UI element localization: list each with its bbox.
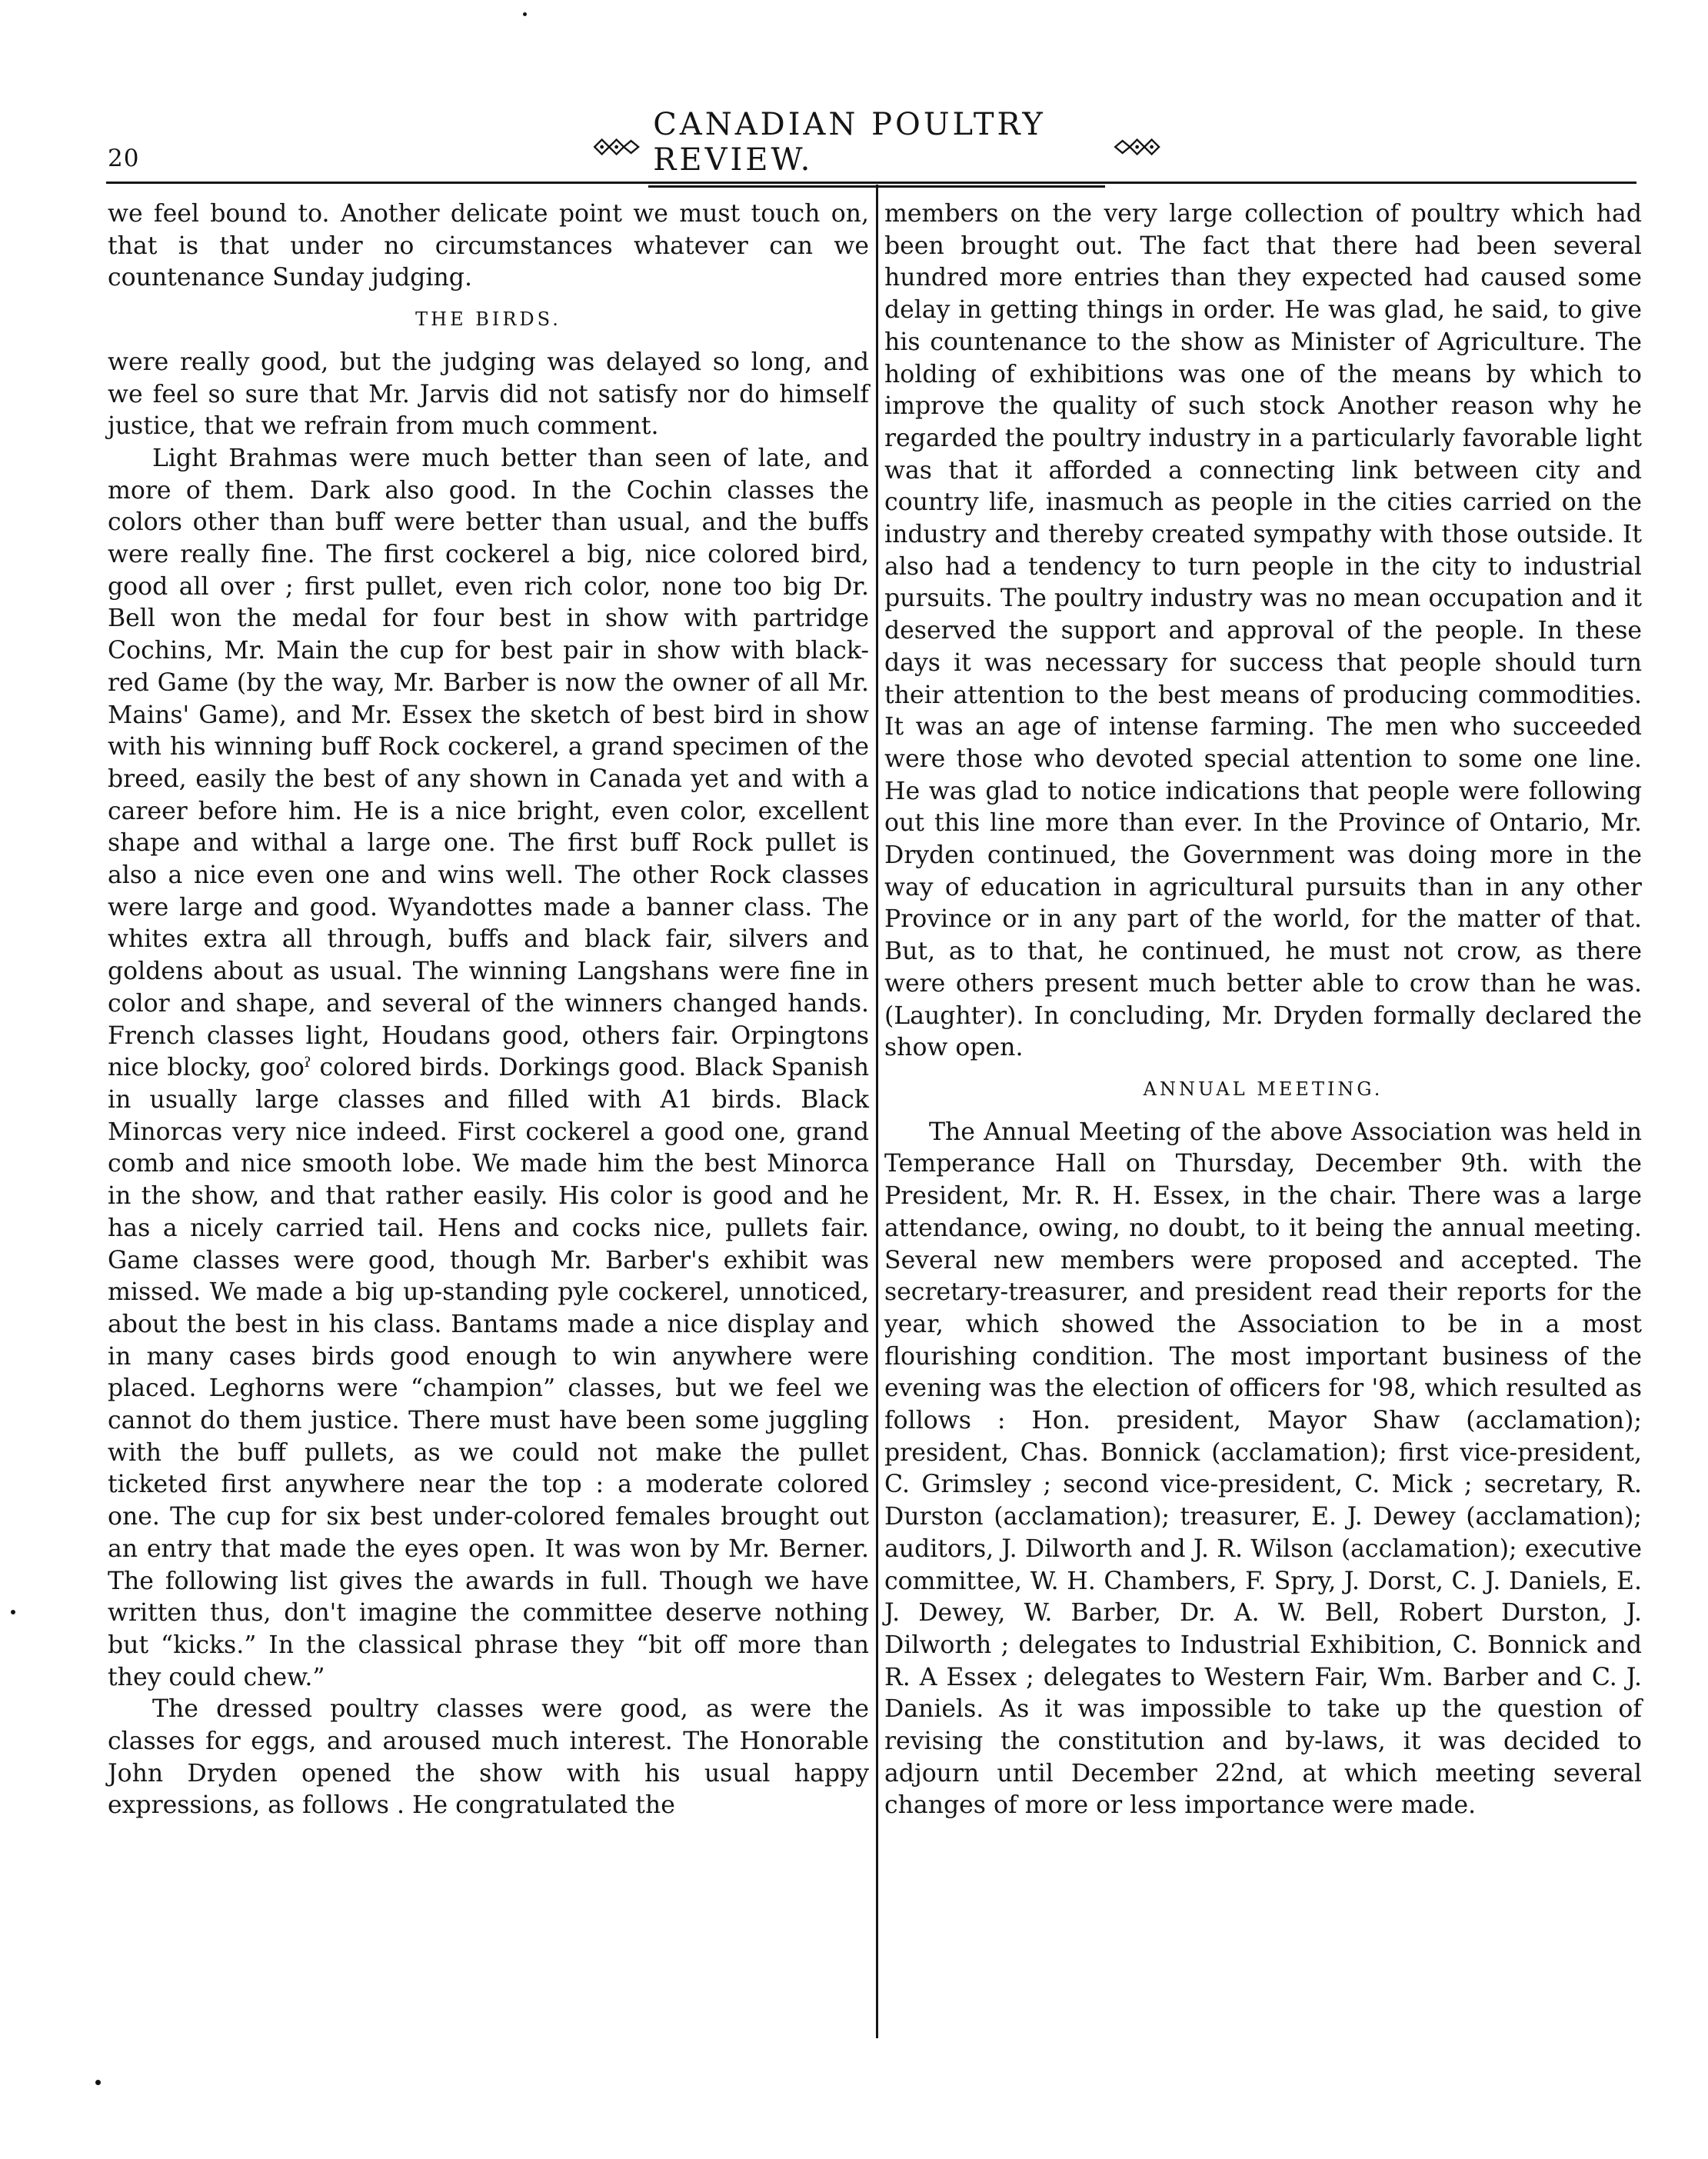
paragraph: we feel bound to. Another delicate point we must touch on, that is that under no circumstances whatever can we countenance Sunday judging.: [108, 200, 869, 292]
paragraph: The dressed poultry classes were good, as were the classes for eggs, and aroused much interest. The Honorable John Dryden opened the show with his usual happy expressions, as follows . He congratulated the: [108, 1695, 869, 1820]
left-column: [108, 198, 869, 1822]
right-column: [884, 198, 1642, 1822]
paragraph: were really good, but the judging was delayed so long, and we feel so sure that Mr. Jarvis did not satisfy nor do himself justice, that we refrain from much comment.: [108, 348, 869, 441]
left-ornament-icon: [592, 132, 641, 162]
paragraph: Light Brahmas were much better than seen of late, and more of them. Dark also good. In the Cochin classes the colors other than buff were better than usual, and the buffs were really fine. The first cockerel a big, nice colored bird, good all over ; first pullet, even rich color, none too big Dr. Bell won the medal for four best in show with partridge Cochins, Mr. Main the cup for best pair in show with black-red Game (by the way, Mr. Barber is now the owner of all Mr. Mains' Game), and Mr. Essex the sketch of best bird in show with his winning buff Rock cockerel, a grand specimen of the breed, easily the best of any shown in Canada yet and with a career before him. He is a nice bright, even color, excellent shape and withal a large one. The first buff Rock pullet is also a nice even one and wins well. The other Rock classes were large and good. Wyandottes made a banner class. The whites extra all through, buffs and black fair, silvers and goldens about as usual. The winning Langshans were fine in color and shape, and several of the winners changed hands. French classes light, Houdans good, others fair. Orpingtons nice blocky, gooˀ colored birds. Dorkings good. Black Spanish in usually large classes and filled with A1 birds. Black Minorcas very nice indeed. First cockerel a good one, grand comb and nice smooth lobe. We made him the best Minorca in the show, and that rather easily. His color is good and he has a nicely carried tail. Hens and cocks nice, pullets fair. Game classes were good, though Mr. Barber's exhibit was missed. We made a big up-standing pyle cockerel, unnoticed, about the best in his class. Bantams made a nice display and in many cases birds good enough to win anywhere were placed. Leghorns were “champion” classes, but we feel we cannot do them justice. There must have been some juggling with the buff pullets, as we could not make the pullet ticketed first anywhere near the top : a moderate colored one. The cup for six best under-colored females brought out an entry that made the eyes open. It was won by Mr. Berner. The following list gives the awards in full. Though we have written thus, don't imagine the committee deserve nothing but “kicks.” In the classical phrase they “bit off more than they could chew.”: [108, 444, 869, 1691]
print-speck: [523, 12, 527, 16]
section-heading-birds: THE BIRDS.: [415, 308, 561, 331]
print-speck: [95, 2080, 101, 2085]
section-heading-annual-meeting: ANNUAL MEETING.: [1143, 1078, 1383, 1100]
paragraph: members on the very large collection of poultry which had been brought out. The fact that there had been several hundred more entries than they expected had caused some delay in getting things in order. He was glad, he said, to give his countenance to the show as Minister of Agriculture. The holding of exhibitions was one of the means by which to improve the quality of such stock Another reason why he regarded the poultry industry in a particularly favorable light was that it afforded a connecting link between city and country life, inasmuch as people in the cities carried on the industry and thereby created sympathy with those outside. It also had a tendency to turn people in the city to industrial pursuits. The poultry industry was no mean occupation and it deserved the support and approval of the people. In these days it was necessary for success that people should turn their attention to the best means of producing commodities. It was an age of intense farming. The men who succeeded were those who devoted special attention to some one line. He was glad to notice indications that people were following out this line more than ever. In the Province of Ontario, Mr. Dryden continued, the Government was doing more in the way of education in agricultural pursuits than in any other Province or in any part of the world, for the matter of that. But, as to that, he continued, he must not crow, as there were others present much better able to crow than he was. (Laughter). In concluding, Mr. Dryden formally declared the show open.: [884, 200, 1642, 1062]
publication-title: CANADIAN POULTRY REVIEW.: [648, 107, 1104, 188]
masthead: [592, 106, 1161, 178]
right-ornament-icon: [1113, 132, 1161, 162]
column-divider: [876, 185, 878, 2038]
paragraph: The Annual Meeting of the above Association was held in Temperance Hall on Thursday, December 9th. with the President, Mr. R. H. Essex, in the chair. There was a large attendance, owing, no doubt, to it being the annual meeting. Several new members were proposed and accepted. The secretary-treasurer, and president read their reports for the year, which showed the Association to be in a most flourishing condition. The most important business of the evening was the election of officers for '98, which resulted as follows : Hon. president, Mayor Shaw (acclamation); president, Chas. Bonnick (acclamation); first vice-president, C. Grimsley ; second vice-president, C. Mick ; secretary, R. Durston (acclamation); treasurer, E. J. Dewey (acclamation); auditors, J. Dilworth and J. R. Wilson (acclamation); executive committee, W. H. Chambers, F. Spry, J. Dorst, C. J. Daniels, E. J. Dewey, W. Barber, Dr. A. W. Bell, Robert Durston, J. Dilworth ; delegates to Industrial Exhibition, C. Bonnick and R. A Essex ; delegates to Western Fair, Wm. Barber and C. J. Daniels. As it was impossible to take up the question of revising the constitution and by-laws, it was decided to adjourn until December 22nd, at which meeting several changes of more or less importance were made.: [884, 1118, 1642, 1820]
header-rule: [106, 182, 1636, 184]
print-speck: [11, 1610, 15, 1614]
page-number: 20: [108, 145, 140, 172]
